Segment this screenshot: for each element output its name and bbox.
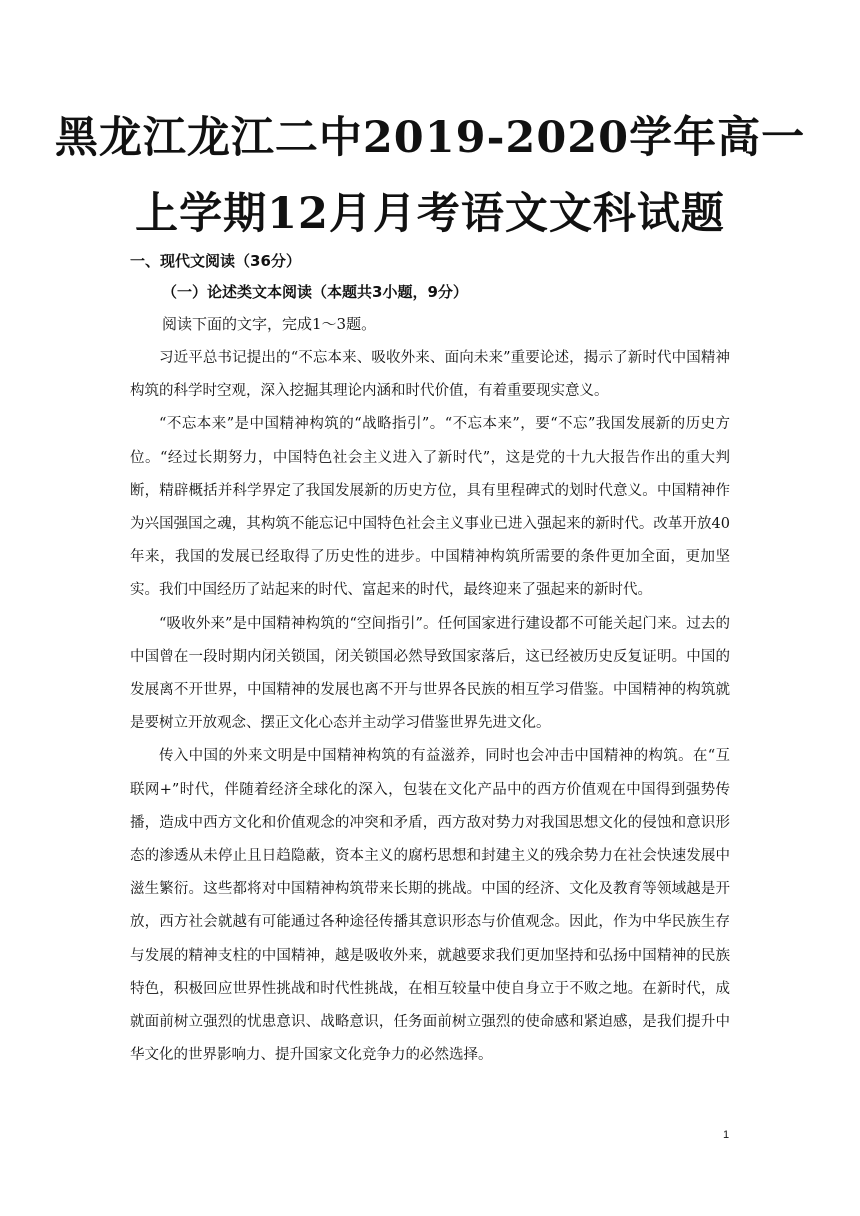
article-body [130, 342, 730, 1072]
paragraph-2: “不忘本来”是中国精神构筑的“战略指引”。“不忘本来”，要“不忘”我国发展新的历史方位。“经过长期努力，中国特色社会主义进入了新时代”，这是党的十九大报告作出的重大判断，精辟概括并科学界定了我国发展新的历史方位，具有里程碑式的划时代意义。中国精神作为兴国强国之魂，其构筑不能忘记中国特色社会主义事业已进入强起来的新时代。改革开放40年来，我国的发展已经取得了历史性的进步。中国精神构筑所需要的条件更加全面，更加坚实。我们中国经历了站起来的时代、富起来的时代，最终迎来了强起来的新时代。 [130, 416, 730, 599]
subsection-heading: （一）论述类文本阅读（本题共3小题，9分） [162, 283, 468, 301]
paragraph-3: “吸收外来”是中国精神构筑的“空间指引”。任何国家进行建设都不可能关起门来。过去的中国曾在一段时期内闭关锁国，闭关锁国必然导致国家落后，这已经被历史反复证明。中国的发展离不开世界，中国精神的发展也离不开与世界各民族的相互学习借鉴。中国精神的构筑就是要树立开放观念、摆正文化心态并主动学习借鉴世界先进文化。 [130, 615, 730, 732]
page-number: 1 [723, 1129, 730, 1141]
paragraph-1: 习近平总书记提出的“不忘本来、吸收外来、面向未来”重要论述，揭示了新时代中国精神构筑的科学时空观，深入挖掘其理论内涵和时代价值，有着重要现实意义。 [130, 350, 730, 400]
section-heading: 一、现代文阅读（36分） [130, 252, 301, 270]
document-title-line-2: 上学期12月月考语文文科试题 [135, 189, 725, 239]
reading-instruction: 阅读下面的文字，完成1～3题。 [162, 315, 377, 333]
paragraph-4: 传入中国的外来文明是中国精神构筑的有益滋养，同时也会冲击中国精神的构筑。在“互联网+”时代，伴随着经济全球化的深入，包装在文化产品中的西方价值观在中国得到强势传播，造成中西方文化和价值观念的冲突和矛盾，西方敌对势力对我国思想文化的侵蚀和意识形态的渗透从未停止且日趋隐蔽，资本主义的腐朽思想和封建主义的残余势力在社会快速发展中滋生繁衍。这些都将对中国精神构筑带来长期的挑战。中国的经济、文化及教育等领域越是开放，西方社会就越有可能通过各种途径传播其意识形态与价值观念。因此，作为中华民族生存与发展的精神支柱的中国精神，越是吸收外来，就越要求我们更加坚持和弘扬中国精神的民族特色，积极回应世界性挑战和时代性挑战，在相互较量中使自身立于不败之地。在新时代，成就面前树立强烈的忧患意识、战略意识，任务面前树立强烈的使命感和紧迫感，是我们提升中华文化的世界影响力、提升国家文化竞争力的必然选择。 [130, 748, 730, 1064]
document-title-line-1: 黑龙江龙江二中2019-2020学年高一 [54, 113, 806, 163]
